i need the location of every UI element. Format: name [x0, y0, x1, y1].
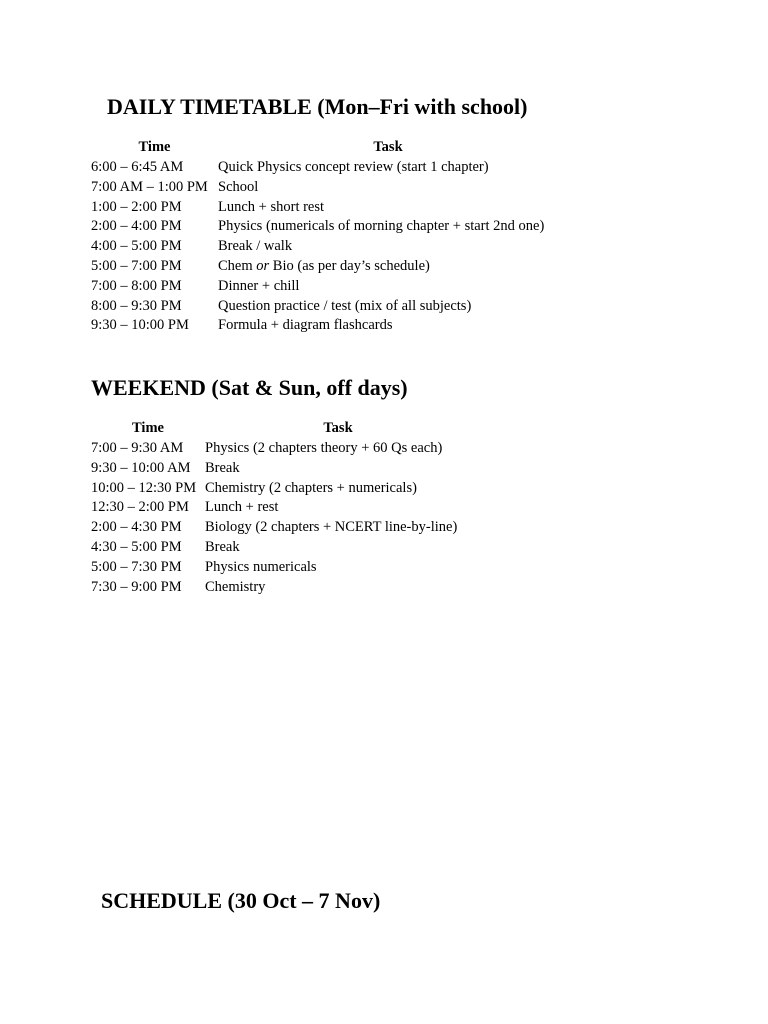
- table-row: [91, 297, 558, 317]
- task-column-header: Task: [323, 420, 353, 437]
- time-cell: 1:00 – 2:00 PM: [91, 198, 182, 215]
- task-cell: Quick Physics concept review (start 1 chapter): [218, 159, 489, 175]
- time-cell: 7:30 – 9:00 PM: [91, 578, 182, 595]
- table-row: [91, 257, 558, 277]
- task-cell: Biology (2 chapters + NCERT line-by-line): [205, 519, 458, 536]
- time-cell: 10:00 – 12:30 PM: [91, 479, 197, 496]
- weekend-timetable-table: [91, 419, 471, 597]
- time-cell: 7:00 – 9:30 AM: [91, 440, 184, 456]
- table-row: [91, 498, 471, 518]
- table-row: [91, 237, 558, 257]
- task-cell: Lunch + short rest: [218, 198, 325, 215]
- table-row: [91, 538, 471, 558]
- task-cell: Dinner + chill: [218, 277, 300, 294]
- table-row: [91, 316, 558, 336]
- table-row: [91, 578, 471, 598]
- daily-timetable-heading: DAILY TIMETABLE (Mon–Fri with school): [107, 94, 528, 119]
- time-cell: 2:00 – 4:30 PM: [91, 519, 182, 536]
- table-row: [91, 439, 471, 459]
- time-cell: 9:30 – 10:00 AM: [91, 459, 191, 476]
- time-cell: 9:30 – 10:00 PM: [91, 317, 189, 334]
- time-cell: 8:00 – 9:30 PM: [91, 297, 182, 314]
- table-row: [91, 459, 471, 479]
- time-cell: 7:00 AM – 1:00 PM: [91, 178, 208, 195]
- time-cell: 5:00 – 7:00 PM: [91, 257, 182, 274]
- time-cell: 5:00 – 7:30 PM: [91, 558, 182, 575]
- schedule-heading: SCHEDULE (30 Oct – 7 Nov): [101, 888, 381, 913]
- table-row: [91, 558, 471, 578]
- task-cell: Formula + diagram flashcards: [218, 317, 393, 334]
- table-row: [91, 479, 471, 499]
- task-cell: Physics (2 chapters theory + 60 Qs each): [205, 440, 443, 456]
- task-cell: School: [218, 178, 259, 195]
- task-column-header: Task: [373, 139, 403, 156]
- table-row: [91, 518, 471, 538]
- time-column-header: Time: [138, 139, 171, 156]
- task-cell: Break: [205, 459, 240, 476]
- time-cell: 6:00 – 6:45 AM: [91, 159, 184, 175]
- table-header-row: [91, 138, 558, 158]
- task-cell: Physics numericals: [205, 558, 317, 575]
- time-column-header: Time: [132, 420, 164, 437]
- task-cell: Question practice / test (mix of all subjects): [218, 297, 472, 314]
- time-cell: 12:30 – 2:00 PM: [91, 499, 189, 516]
- task-cell: Chemistry (2 chapters + numericals): [205, 479, 417, 496]
- table-row: [91, 277, 558, 297]
- task-cell: Physics (numericals of morning chapter + start 2nd one): [218, 218, 545, 235]
- task-text: Chem: [218, 257, 257, 274]
- table-row: [91, 178, 558, 198]
- task-emphasis: or: [256, 257, 270, 274]
- table-row: [91, 217, 558, 237]
- task-cell: Lunch + rest: [205, 499, 279, 516]
- table-row: [91, 198, 558, 218]
- weekend-heading: WEEKEND (Sat & Sun, off days): [91, 375, 408, 400]
- task-cell: Chemistry: [205, 578, 266, 595]
- time-cell: 2:00 – 4:00 PM: [91, 218, 182, 235]
- daily-timetable-table: [91, 138, 558, 336]
- table-row: [91, 158, 558, 178]
- time-cell: 7:00 – 8:00 PM: [91, 277, 182, 294]
- time-cell: 4:30 – 5:00 PM: [91, 538, 182, 555]
- task-cell: [218, 257, 558, 277]
- task-text: Bio (as per day’s schedule): [269, 257, 430, 274]
- task-cell: Break: [205, 538, 240, 555]
- task-cell: Break / walk: [218, 238, 293, 255]
- time-cell: 4:00 – 5:00 PM: [91, 238, 182, 255]
- table-header-row: [91, 419, 471, 439]
